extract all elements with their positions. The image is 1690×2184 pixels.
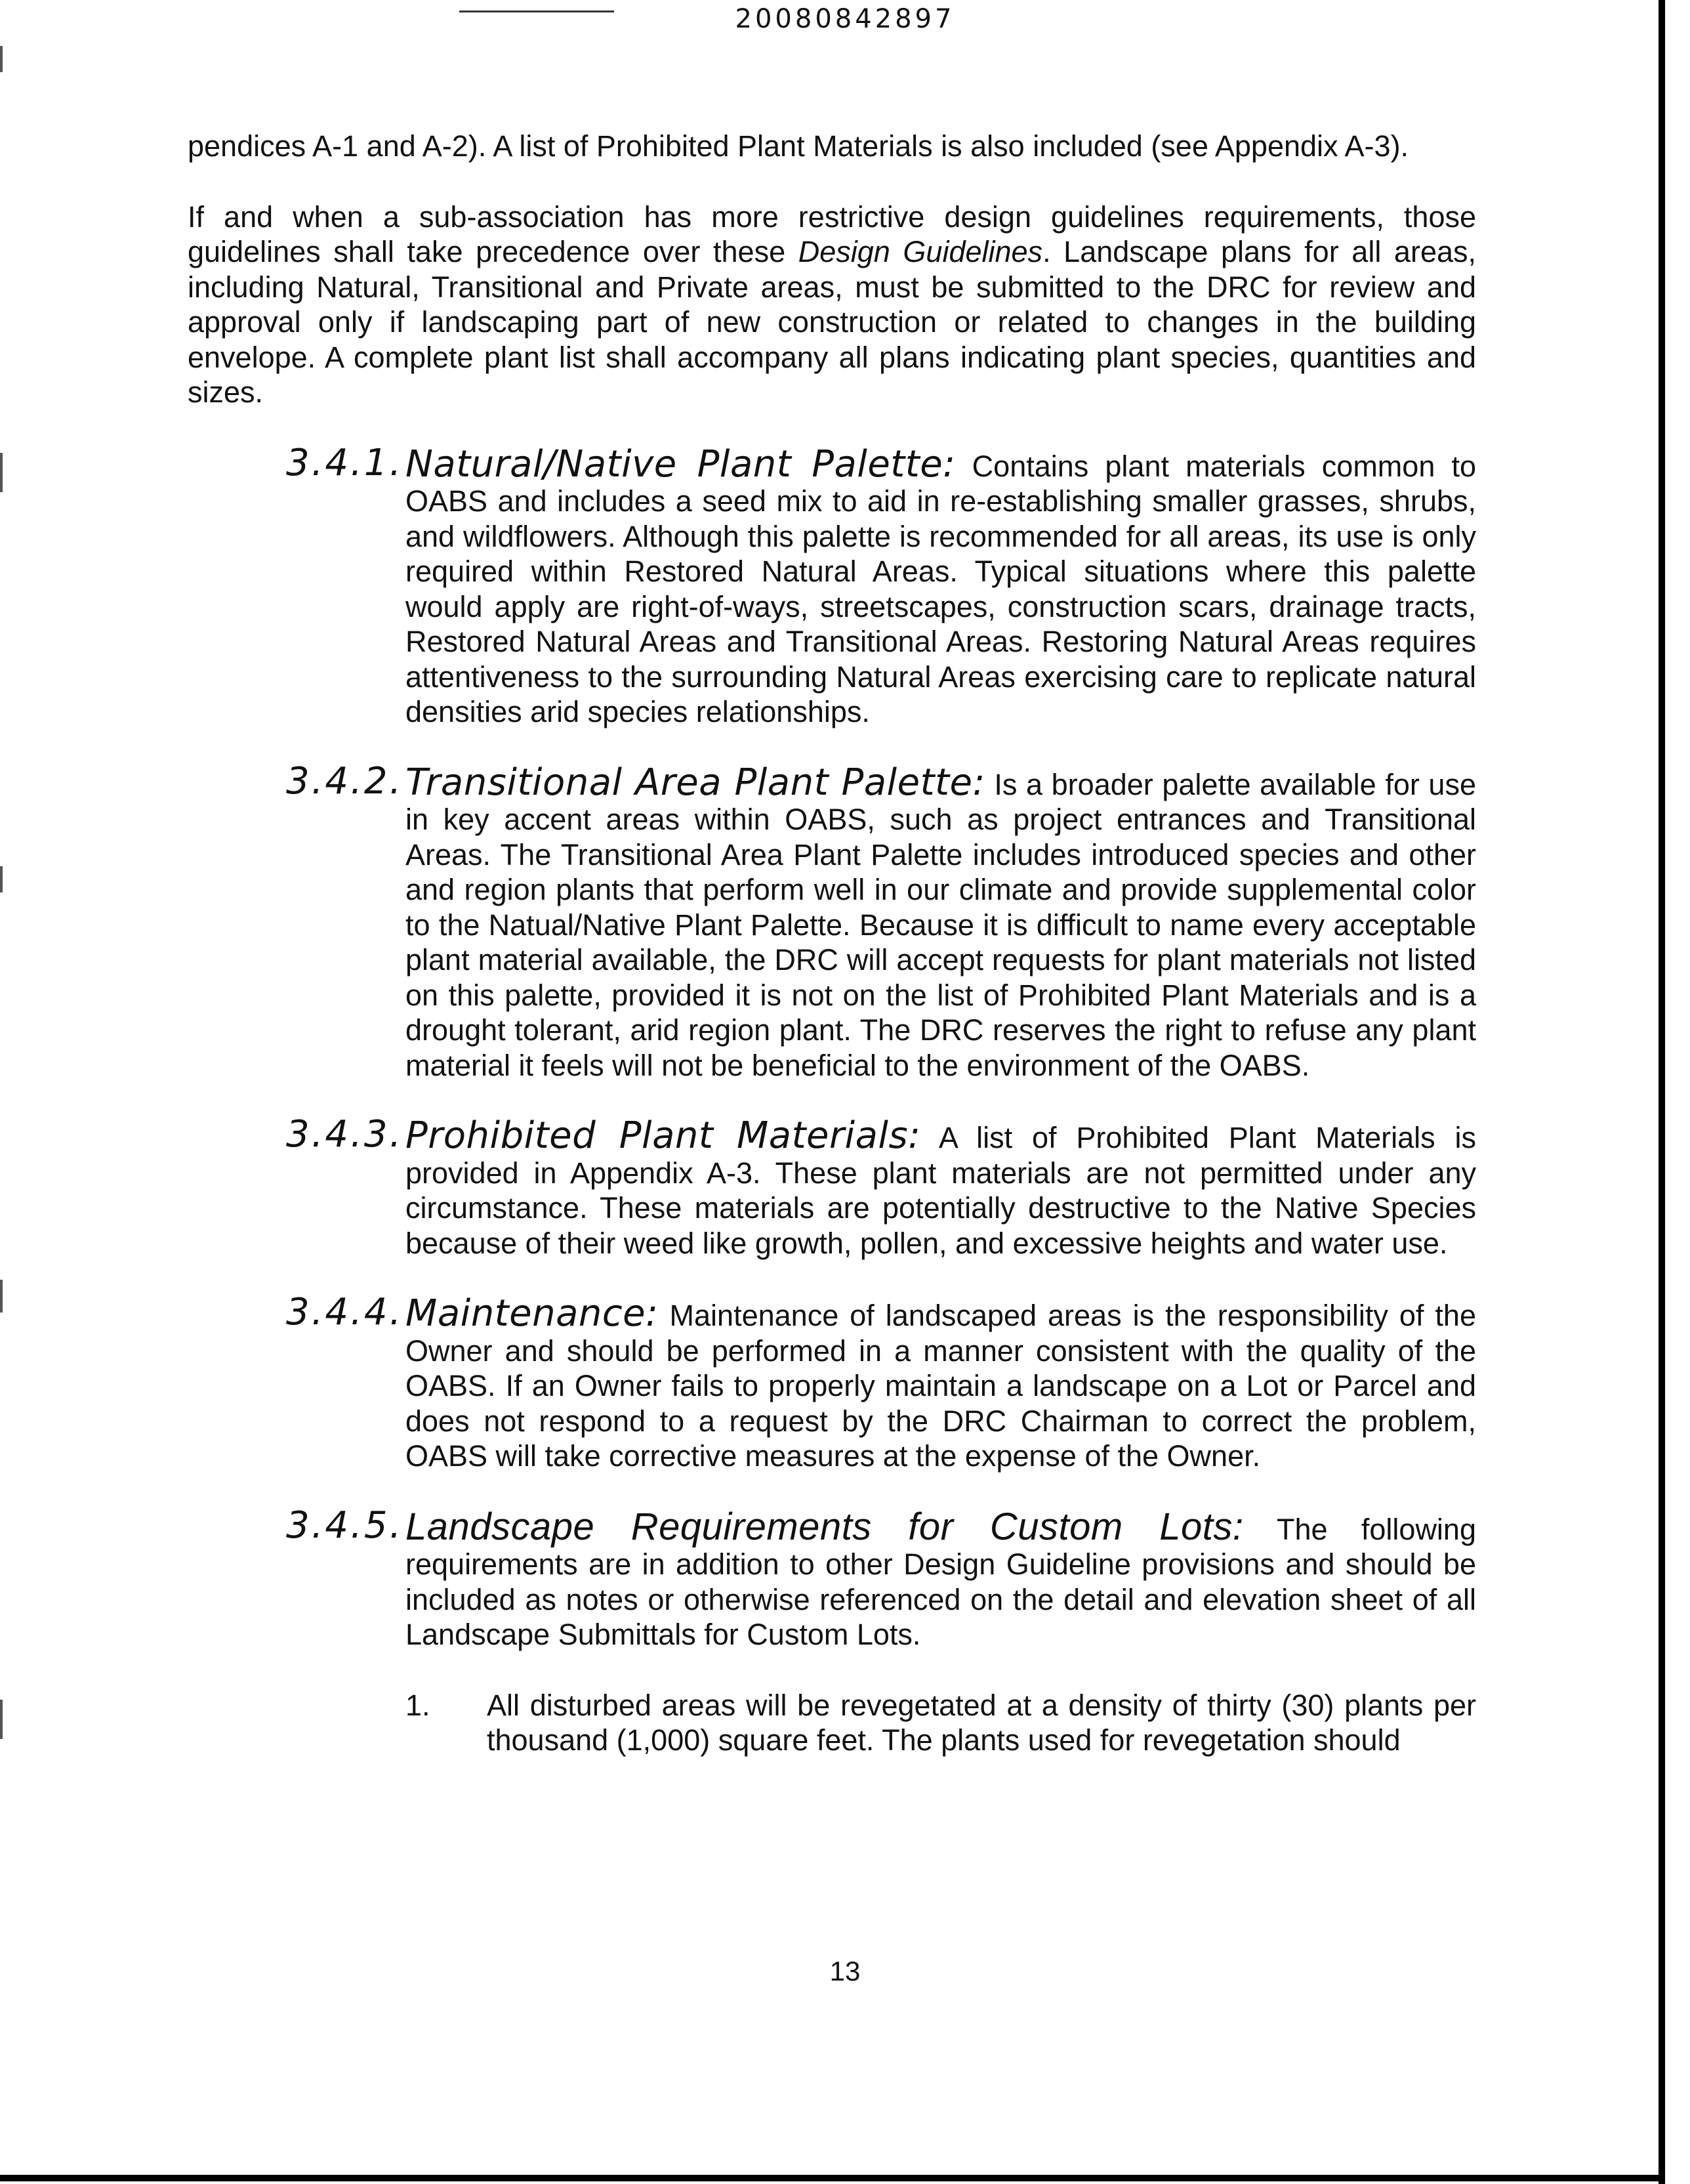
section-title: Landscape Requirements for Custom Lots: [405, 1505, 1244, 1548]
section-paragraph [405, 1292, 1476, 1474]
section-title: Prohibited Plant Materials: [405, 1114, 921, 1157]
page-border-bottom [0, 2175, 1665, 2181]
section-body: Contains plant materials common to OABS and includes a seed mix to aid in re-establishing smaller grasses, shrubs, and wildflowers. Although this palette is recommended for all areas, its use is only required within Restored Natural Areas. Typical situations where this palette would apply are right-of-ways, streetscapes, construction scars, drainage tracts, Restored Natural Areas and Transitional Areas. Restoring Natural Areas requires attentiveness to the surrounding Natural Areas exercising care to replicate natural densities arid species relationships. [405, 449, 1477, 728]
page-content [188, 129, 1476, 1758]
subassociation-text-before: If and when a sub-association has more restrictive design guidelines requirements, those guidelines shall take precedence over these [188, 200, 1476, 268]
section-paragraph [405, 1505, 1476, 1652]
page-number: 13 [829, 1956, 861, 1986]
section-body: Maintenance of landscaped areas is the responsibility of the Owner and should be performed in a manner consistent with the quality of the OABS. If an Owner fails to properly maintain a landscape on a Lot or Parcel and does not respond to a request by the DRC Chairman to correct the problem, OABS will take corrective measures at the expense of the Owner. [405, 1299, 1476, 1473]
section-3-4-2 [188, 759, 1476, 1083]
section-title: Maintenance: [405, 1292, 659, 1335]
section-paragraph [405, 442, 1477, 730]
section-3-4-4 [188, 1291, 1476, 1474]
list-text: All disturbed areas will be revegetated at a density of thirty (30) plants per thousand (1,000) square feet. The plants used for revegetation should [487, 1688, 1476, 1757]
intro-paragraph: pendices A-1 and A-2). A list of Prohibited Plant Materials is also included (see Appendix A-3). [188, 129, 1409, 163]
page-border-right [1659, 0, 1665, 2184]
section-number: 3.4.5. [286, 1503, 403, 1547]
scan-edge-mark [0, 46, 3, 72]
section-title: Transitional Area Plant Palette: [405, 761, 985, 804]
list-number: 1. [405, 1688, 430, 1722]
section-number: 3.4.2. [286, 759, 403, 803]
section-paragraph [405, 1114, 1476, 1261]
scan-edge-mark [0, 866, 3, 892]
list-item [188, 1688, 1476, 1758]
section-number: 3.4.4. [286, 1291, 403, 1334]
scan-edge-mark [0, 1280, 3, 1312]
subassociation-paragraph [188, 200, 1476, 410]
section-body: The following requirements are in addition to other Design Guideline provisions and should be included as notes or otherwise referenced on the detail and elevation sheet of all Landscape Submittals for Custom Lots. [405, 1512, 1476, 1651]
section-body: A list of Prohibited Plant Materials is provided in Appendix A-3. These plant materials are not permitted under any circumstance. These materials are potentially destructive to the Native Species because of their weed like growth, pollen, and excessive heights and water use. [405, 1121, 1476, 1260]
scan-edge-mark [0, 1700, 3, 1739]
design-guidelines-emphasis: Design Guidelines [798, 235, 1043, 268]
section-title: Natural/Native Plant Palette: [405, 442, 956, 486]
section-body: Is a broader palette available for use in key accent areas within OABS, such as project entrances and Transitional Areas. The Transitional Area Plant Palette includes introduced species and other and region plants that perform well in our climate and provide supplemental color to the Natual/Native Plant Palette. Because it is difficult to name every acceptable plant material available, the DRC will accept requests for plant materials not listed on this palette, provided it is not on the list of Prohibited Plant Materials and is a drought tolerant, arid region plant. The DRC reserves the right to refuse any plant material it feels will not be beneficial to the environment of the OABS. [405, 767, 1476, 1082]
section-3-4-3 [188, 1113, 1476, 1261]
section-paragraph [405, 761, 1476, 1083]
section-3-4-1 [188, 441, 1477, 730]
subassociation-text-after: . Landscape plans for all areas, including Natural, Transitional and Private areas, must be submitted to the DRC for review and approval only if landscaping part of new construction or related to changes in the building envelope. A complete plant list shall accompany all plans indicating plant species, quantities and sizes. [188, 235, 1476, 409]
section-number: 3.4.1. [286, 441, 403, 484]
document-id: 20080842897 [735, 4, 955, 34]
section-3-4-5 [188, 1503, 1476, 1652]
scan-edge-mark [0, 453, 3, 492]
section-number: 3.4.3. [286, 1113, 403, 1156]
